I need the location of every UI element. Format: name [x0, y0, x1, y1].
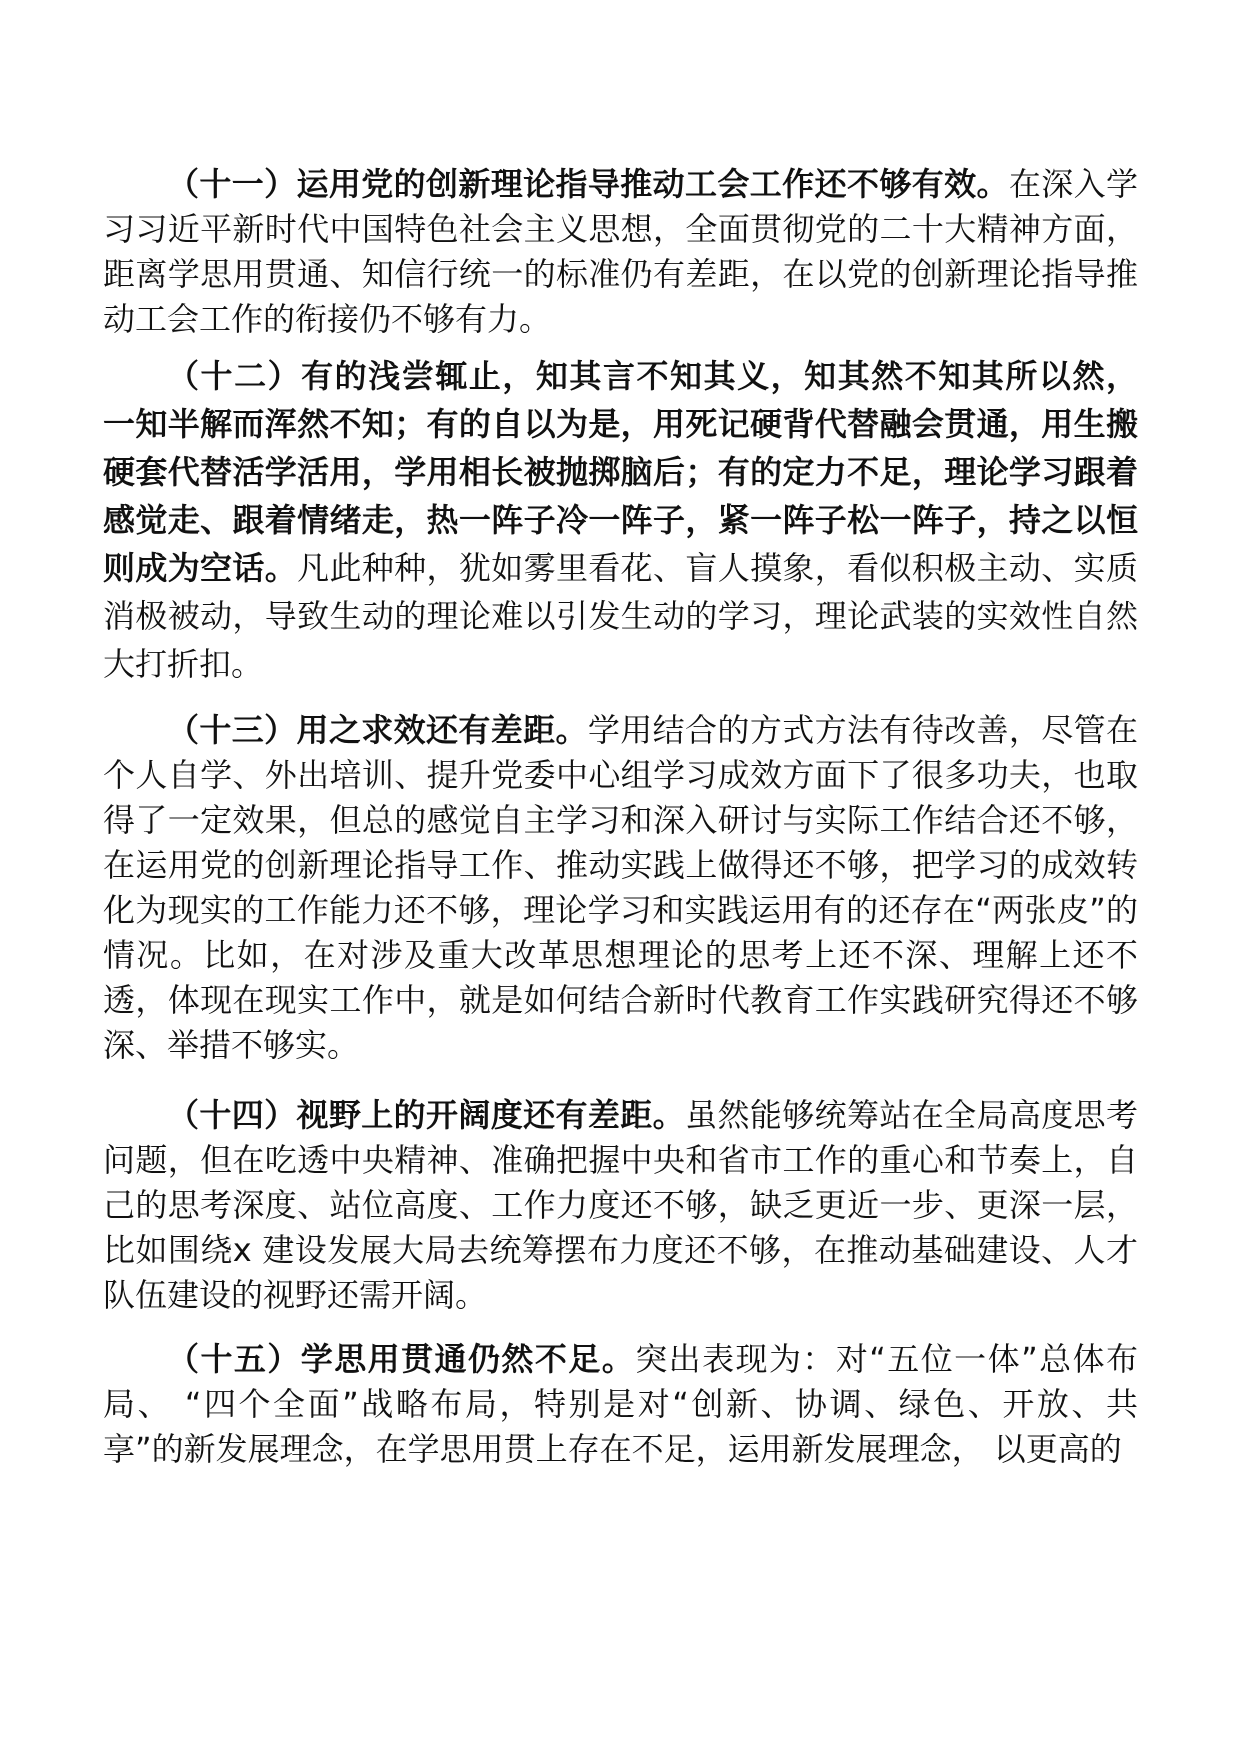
paragraph-13	[103, 708, 1138, 1068]
paragraph-15-heading: （十五）学思用贯通仍然不足。	[167, 1340, 636, 1378]
paragraph-14-heading: （十四）视野上的开阔度还有差距。	[167, 1096, 686, 1134]
paragraph-11-body: 在深入学习习近平新时代中国特色社会主义思想，全面贯彻党的二十大精神方面，距离学思用贯通、知信行统一的标准仍有差距，在以党的创新理论指导推动工会工作的衔接仍不够有力。	[103, 165, 1138, 338]
paragraph-13-body: 学用结合的方式方法有待改善，尽管在个人自学、外出培训、提升党委中心组学习成效方面下了很多功夫，也取得了一定效果，但总的感觉自主学习和深入研讨与实际工作结合还不够，在运用党的创新理论指导工作、推动实践上做得还不够，把学习的成效转化为现实的工作能力还不够，理论学习和实践运用有的还存在“两张皮”的情况。比如，在对涉及重大改革思想理论的思考上还不深、理解上还不透，体现在现实工作中，就是如何结合新时代教育工作实践研究得还不够深、举措不够实。	[103, 711, 1138, 1064]
paragraph-13-heading: （十三）用之求效还有差距。	[167, 711, 588, 749]
paragraph-11	[103, 162, 1138, 342]
paragraph-12-heading: （十二）有的浅尝辄止，知其言不知其义，知其然不知其所以然， 一知半解而浑然不知；有的自以为是，用死记硬背代替融会贯通，用生搬硬套代替活学活用，学用相长被抛掷脑后；有的定力不足，理论学习跟着感觉走、跟着情绪走，热一阵子冷一阵子，紧一阵子松一阵子，持之以恒则成为空话。	[103, 357, 1138, 587]
paragraph-12	[103, 352, 1138, 688]
paragraph-14-body: 虽然能够统筹站在全局高度思考问题，但在吃透中央精神、准确把握中央和省市工作的重心和节奏上，自己的思考深度、站位高度、工作力度还不够，缺乏更近一步、更深一层，比如围绕x 建设发展大局去统筹摆布力度还不够，在推动基础建设、人才队伍建设的视野还需开阔。	[103, 1096, 1138, 1314]
paragraph-14	[103, 1093, 1138, 1318]
paragraph-11-heading: （十一）运用党的创新理论指导推动工会工作还不够有效。	[167, 165, 1009, 203]
paragraph-15-body: 突出表现为：对“五位一体”总体布局、 “四个全面”战略布局，特别是对“创新、协调、绿色、开放、共享”的新发展理念，在学思用贯上存在不足，运用新发展理念， 以更高的	[103, 1340, 1138, 1468]
paragraph-12-body: 凡此种种，犹如雾里看花、盲人摸象，看似积极主动、实质消极被动，导致生动的理论难以引发生动的学习，理论武装的实效性自然大打折扣。	[103, 549, 1138, 683]
paragraph-15	[103, 1337, 1138, 1472]
